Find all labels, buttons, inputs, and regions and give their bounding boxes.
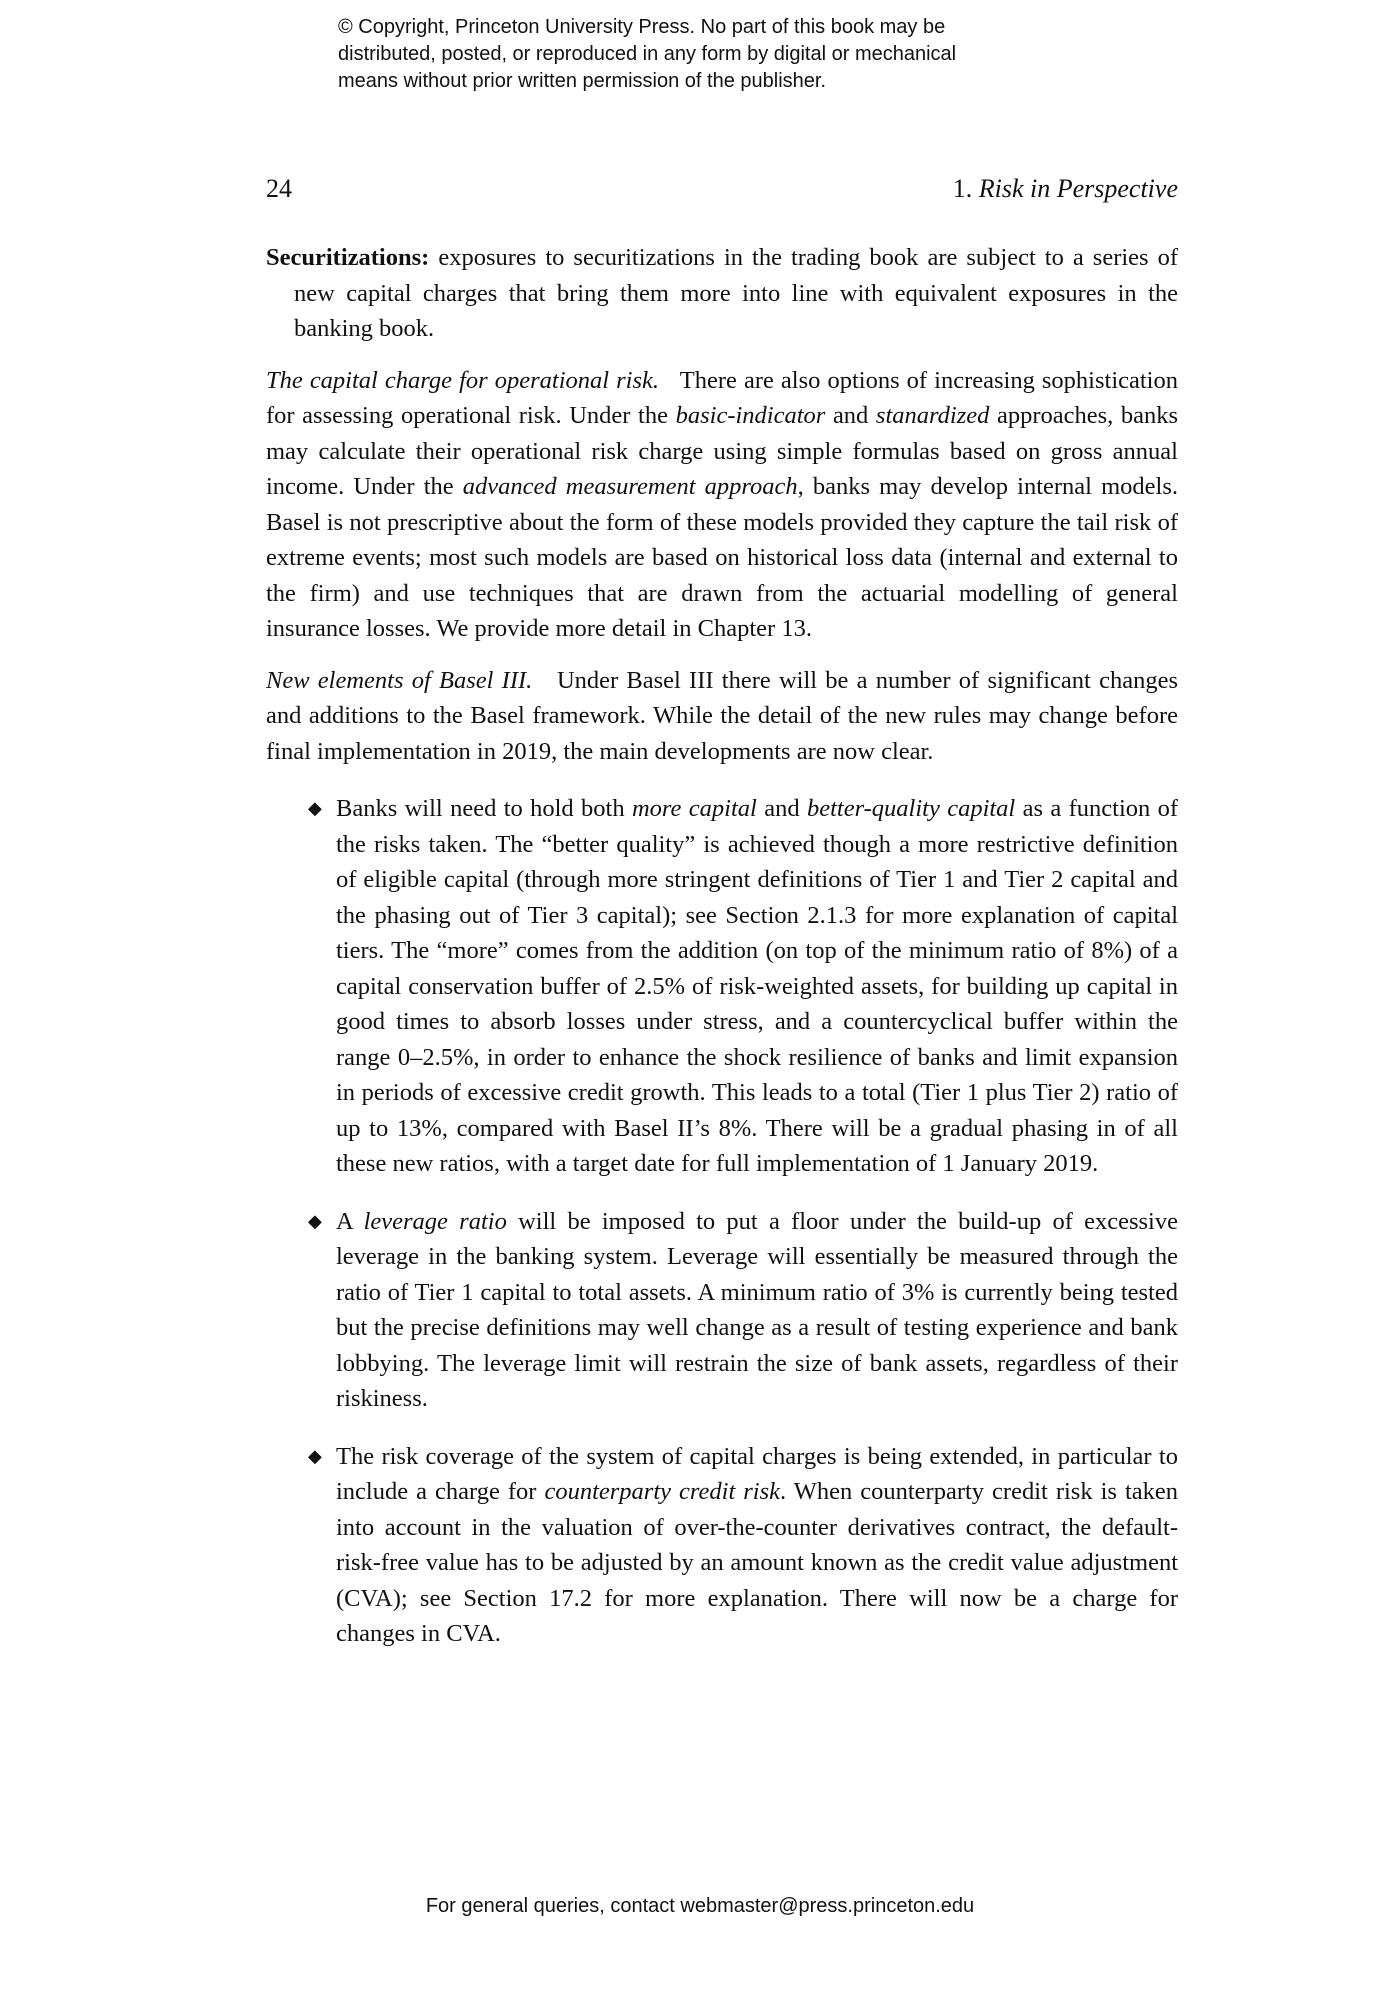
emphasis: advanced measurement approach [462, 473, 798, 500]
paragraph-text: , banks may develop internal models. Basel is not prescriptive about the form of these models provided they capture the tail risk of extreme events; most such models are based on historical loss data (internal and external to the firm) and use techniques that are drawn from the actuarial modelling of general insurance losses. We provide more detail in Chapter 13. [266, 473, 1179, 642]
basel-iii-bullet-list [266, 791, 1178, 1652]
list-item [266, 1204, 1178, 1417]
chapter-title-text: Risk in Perspective [978, 174, 1178, 203]
paragraph-text: . When counterparty credit risk is taken into account in the valuation of over-the-counter derivatives contract, the default-risk-free value has to be adjusted by an amount known as the credit value adjustment (CVA); see Section 17.2 for more explanation. There will now be a charge for changes in CVA. [336, 1478, 1179, 1647]
emphasis: basic-indicator [675, 402, 826, 429]
operational-risk-paragraph [266, 363, 1178, 647]
list-item [266, 1439, 1178, 1652]
operational-risk-lead: The capital charge for operational risk. [266, 366, 660, 394]
paragraph-text: Banks will need to hold both [336, 795, 625, 822]
securitizations-paragraph [266, 240, 1178, 347]
paragraph-text: will be imposed to put a floor under the build-up of excessive leverage in the banking system. Leverage will essentially be measured through the ratio of Tier 1 capital to total assets. A minimum ratio of 3% is currently being tested but the precise definitions may well change as a result of testing experience and bank lobbying. The leverage limit will restrain the size of bank assets, regardless of their riskiness. [336, 1207, 1178, 1412]
chapter-title [953, 174, 1178, 204]
paragraph-text: The risk coverage of the system of capital charges is being extended, in particular to include a charge for [336, 1442, 1178, 1505]
diamond-bullet-icon: ◆ [308, 1210, 322, 1231]
emphasis: stanardized [875, 402, 990, 429]
basel-iii-lead: New elements of Basel III. [266, 666, 533, 694]
paragraph-text: and [764, 795, 800, 822]
copyright-line: © Copyright, Princeton University Press. No part of this book may be [338, 16, 946, 38]
copyright-line: distributed, posted, or reproduced in any form by digital or mechanical [338, 43, 957, 65]
chapter-number: 1. [952, 174, 973, 203]
emphasis: counterparty credit risk [544, 1478, 781, 1505]
page-number: 24 [266, 174, 292, 203]
paragraph-text: A [336, 1207, 353, 1235]
paragraph-text: There are also options of increasing sophistication for assessing operational risk. Under the [266, 366, 1178, 429]
diamond-bullet-icon: ◆ [308, 1445, 322, 1466]
running-head [266, 174, 1178, 210]
emphasis: better-quality capital [806, 795, 1016, 822]
footer-contact: For general queries, contact webmaster@press.princeton.edu [425, 1895, 975, 1917]
paragraph-text: and [832, 402, 869, 429]
paragraph-text: as a function of the risks taken. The “better quality” is achieved though a more restrictive definition of eligible capital (through more stringent definitions of Tier 1 and Tier 2 capital and the phasing out of Tier 3 capital); see Section 2.1.3 for more explanation of capital tiers. The “more” comes from the addition (on top of the minimum ratio of 8%) of a capital conservation buffer of 2.5% of risk-weighted assets, for building up capital in good times to absorb losses under stress, and a countercyclical buffer within the range 0–2.5%, in order to enhance the shock resilience of banks and limit expansion in periods of excessive credit growth. This leads to a total (Tier 1 plus Tier 2) ratio of up to 13%, compared with Basel II’s 8%. There will be a gradual phasing in of all these new ratios, with a target date for full implementation of 1 January 2019. [336, 795, 1179, 1177]
emphasis: leverage ratio [363, 1207, 507, 1235]
securitizations-text: exposures to securitizations in the trading book are subject to a series of new capital charges that bring them more into line with equivalent exposures in the banking book. [294, 244, 1179, 342]
copyright-notice [338, 14, 1098, 95]
copyright-line: means without prior written permission of the publisher. [338, 70, 827, 92]
paragraph-text: Under Basel III there will be a number of significant changes and additions to the Basel framework. While the detail of the new rules may change before final implementation in 2019, the main developments are now clear. [266, 666, 1178, 765]
emphasis: more capital [631, 795, 757, 822]
basel-iii-paragraph [266, 663, 1178, 770]
diamond-bullet-icon: ◆ [308, 798, 322, 818]
list-item [266, 791, 1178, 1182]
securitizations-lead: Securitizations: [266, 244, 430, 271]
page-body [266, 240, 1178, 1674]
paragraph-text: approaches, banks may calculate their operational risk charge using simple formulas based on gross annual income. Under the [266, 402, 1179, 500]
